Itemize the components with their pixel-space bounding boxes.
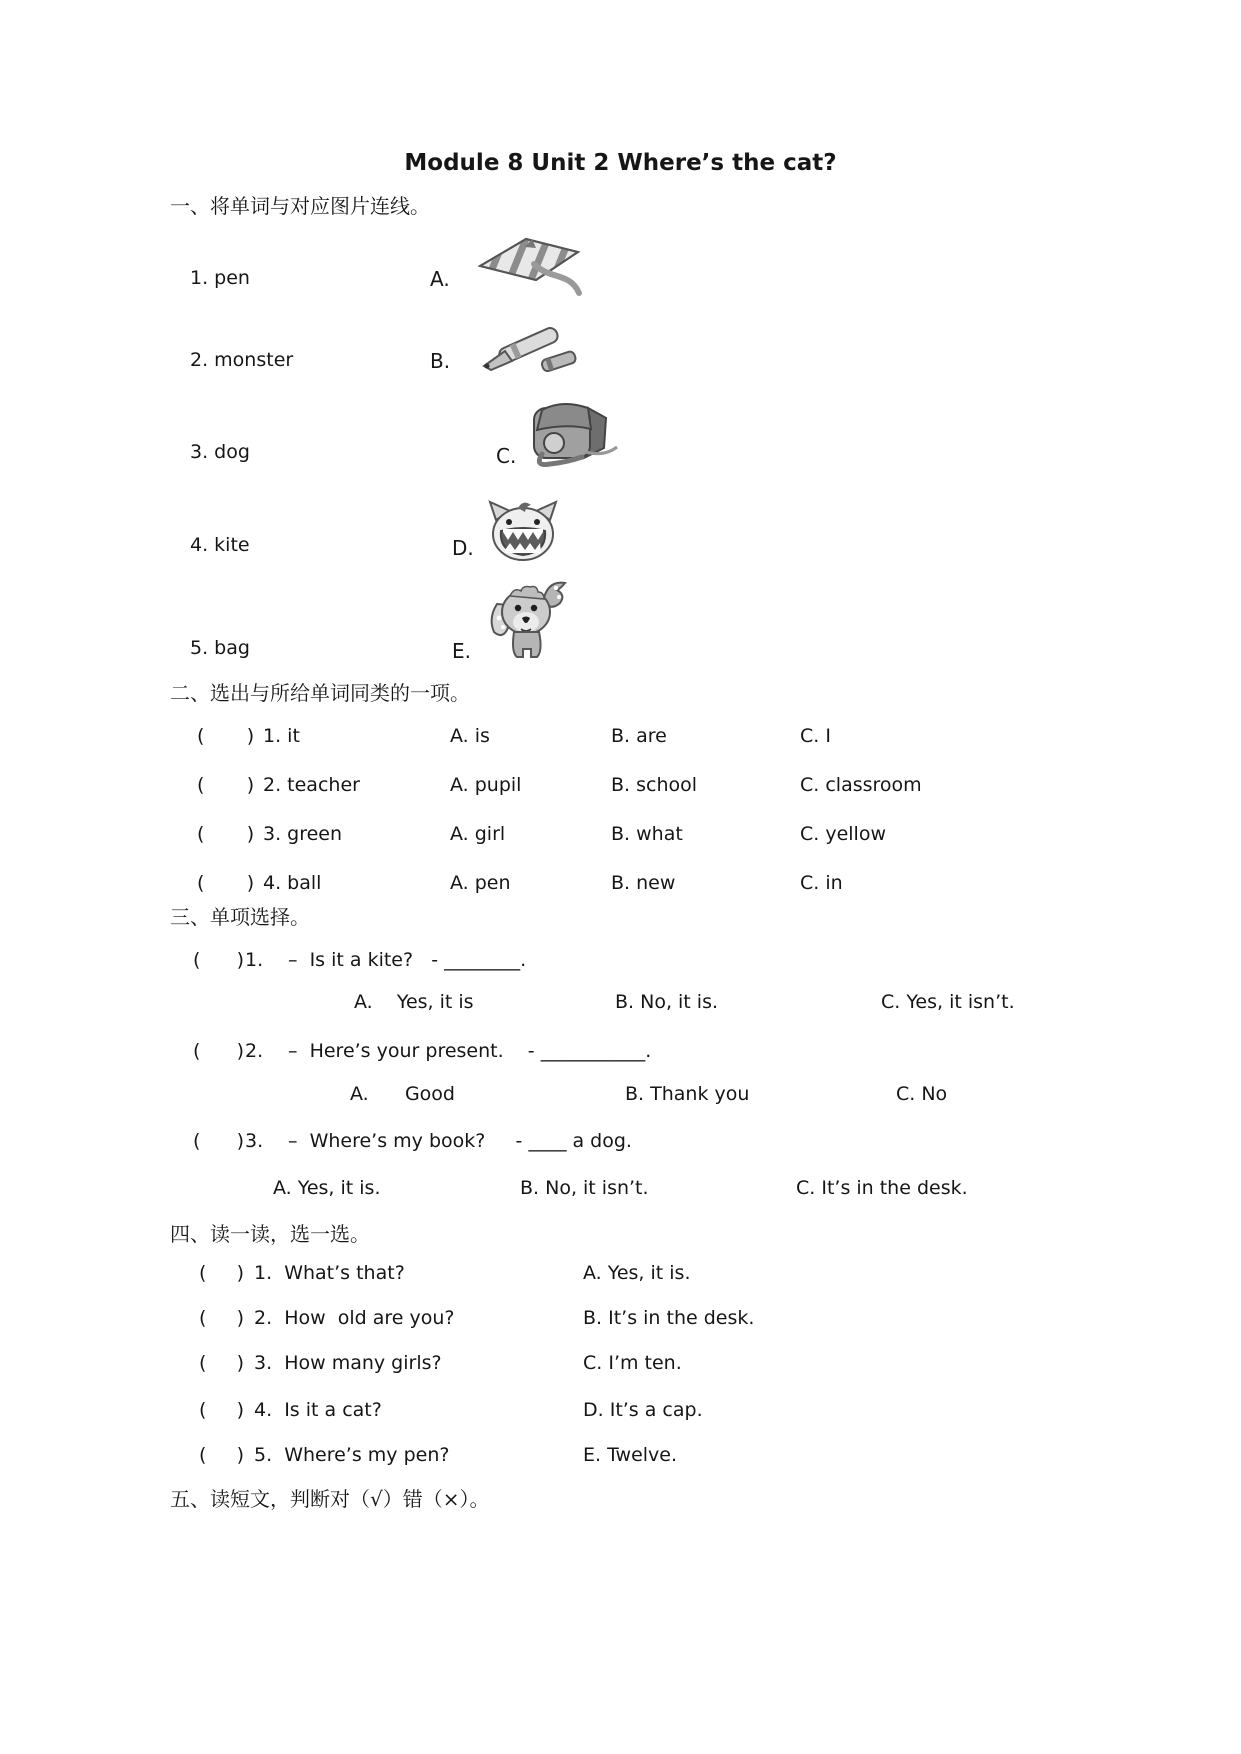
s3-q3-option-c: C. It’s in the desk. [796, 1177, 968, 1199]
s2-option-3c: C. yellow [800, 823, 887, 845]
answer-bracket: ( ) [197, 872, 255, 894]
section2-heading: 二、选出与所给单词同类的一项。 [170, 681, 470, 705]
match-word-monster: 2. monster [190, 349, 294, 371]
s3-q2-option-a: A. Good [350, 1083, 455, 1105]
answer-bracket: ( ) [197, 725, 255, 747]
match-letter-a: A. [430, 267, 450, 291]
s3-q1-option-c: C. Yes, it isn’t. [881, 991, 1015, 1013]
answer-bracket: ( ) [199, 1352, 245, 1374]
s2-option-1a: A. is [450, 725, 490, 747]
s3-q3-option-b: B. No, it isn’t. [520, 1177, 649, 1199]
s4-answer-a: A. Yes, it is. [583, 1262, 691, 1284]
s2-option-3a: A. girl [450, 823, 506, 845]
section3-heading: 三、单项选择。 [170, 905, 310, 929]
s4-answer-e: E. Twelve. [583, 1444, 678, 1466]
s3-q3-text: – Where’s my book? - ____ a dog. [288, 1130, 632, 1152]
bag-icon [528, 396, 618, 471]
s2-stem-2: 2. teacher [263, 774, 360, 796]
section4-heading: 四、读一读，选一选。 [170, 1222, 370, 1246]
page-title: Module 8 Unit 2 Where’s the cat? [404, 150, 837, 176]
monster-icon [488, 500, 558, 562]
s2-option-2b: B. school [611, 774, 698, 796]
s3-q3-option-a: A. Yes, it is. [273, 1177, 381, 1199]
section1-heading: 一、将单词与对应图片连线。 [170, 194, 430, 218]
s3-q2-number: 2. [245, 1040, 264, 1062]
s4-question-3: 3. How many girls? [254, 1352, 442, 1374]
kite-icon [478, 236, 582, 296]
answer-bracket: ( ) [199, 1307, 245, 1329]
dog-icon [487, 574, 569, 659]
s3-q1-option-b: B. No, it is. [615, 991, 719, 1013]
s2-option-4b: B. new [611, 872, 676, 894]
answer-bracket: ( ) [199, 1262, 245, 1284]
s4-answer-d: D. It’s a cap. [583, 1399, 703, 1421]
match-letter-d: D. [452, 536, 474, 560]
s3-q1-number: 1. [245, 949, 264, 971]
s3-q1-option-a: A. Yes, it is [354, 991, 474, 1013]
s2-option-1b: B. are [611, 725, 667, 747]
s2-stem-4: 4. ball [263, 872, 322, 894]
answer-bracket: ( ) [193, 1130, 245, 1152]
answer-bracket: ( ) [197, 774, 255, 796]
s2-option-2a: A. pupil [450, 774, 522, 796]
answer-bracket: ( ) [193, 1040, 245, 1062]
s3-q1-text: – Is it a kite? - ________. [288, 949, 527, 971]
match-word-kite: 4. kite [190, 534, 250, 556]
s2-stem-1: 1. it [263, 725, 300, 747]
s4-question-4: 4. Is it a cat? [254, 1399, 382, 1421]
s3-q2-text: – Here’s your present. - ___________. [288, 1040, 652, 1062]
match-word-bag: 5. bag [190, 637, 250, 659]
s4-question-5: 5. Where’s my pen? [254, 1444, 450, 1466]
match-letter-b: B. [430, 349, 451, 373]
s4-answer-b: B. It’s in the desk. [583, 1307, 755, 1329]
s4-answer-c: C. I’m ten. [583, 1352, 682, 1374]
s2-stem-3: 3. green [263, 823, 343, 845]
s2-option-2c: C. classroom [800, 774, 922, 796]
match-letter-c: C. [496, 444, 517, 468]
s2-option-4a: A. pen [450, 872, 511, 894]
s3-q3-number: 3. [245, 1130, 264, 1152]
section5-heading: 五、读短文，判断对（√）错（×）。 [170, 1487, 490, 1511]
s3-q2-option-b: B. Thank you [625, 1083, 750, 1105]
match-letter-e: E. [452, 639, 471, 663]
answer-bracket: ( ) [193, 949, 245, 971]
answer-bracket: ( ) [197, 823, 255, 845]
s2-option-3b: B. what [611, 823, 683, 845]
s2-option-1c: C. I [800, 725, 831, 747]
pen-icon [478, 316, 580, 373]
answer-bracket: ( ) [199, 1444, 245, 1466]
s4-question-1: 1. What’s that? [254, 1262, 405, 1284]
match-word-pen: 1. pen [190, 267, 250, 289]
answer-bracket: ( ) [199, 1399, 245, 1421]
s4-question-2: 2. How old are you? [254, 1307, 455, 1329]
s3-q2-option-c: C. No [896, 1083, 948, 1105]
s2-option-4c: C. in [800, 872, 843, 894]
match-word-dog: 3. dog [190, 441, 250, 463]
